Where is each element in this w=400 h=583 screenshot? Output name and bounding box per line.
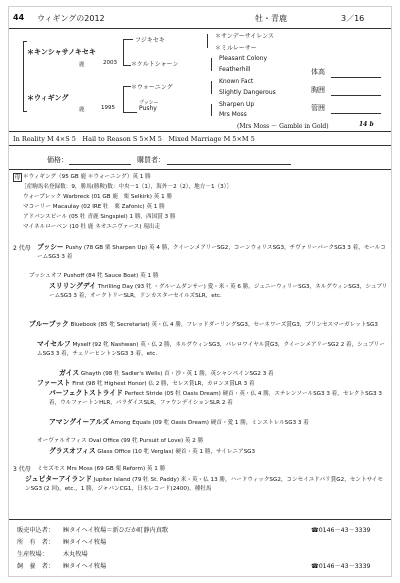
second-dam-line-8: アマングイーアルズ Among Equals (09 牝 Oasis Dream) 硬首・愛 1 勝，ミンストレルSG3 3 着 (49, 418, 309, 426)
third-dam-tag: 3 代母 (13, 466, 31, 473)
dam-record: ＊ウィギング（95 GB 鹿 ＊ウォーニング）英 1 勝 (23, 174, 151, 180)
dam-tag: 母 (14, 174, 21, 181)
girth-label: 胸囲 (311, 86, 325, 94)
inbreeding-line: In Reality M 4×S 5 Hail to Reason S 5×M 5 Mixed Marriage M 5×M 5 (13, 135, 255, 143)
dsss-name: Known Fact (219, 78, 254, 85)
second-dam-tag: 2 代母 (13, 245, 31, 252)
ddss-name: Sharpen Up (219, 101, 255, 108)
dam-offspring-4: マイネルローベン (10 牡 鹿 ネオユニヴァース) 現出走 (23, 224, 161, 230)
third-dam-line-0: ジュピターアイランド Jupiter Island (79 牡 St. Paddy) 米・英・仏 13 勝，ハードウィックSG2，コンセイユドパリ賞G2，セントサイモンSG3 (2 回)，etc.，1 勝，ジャパンCG1，日本レコード(2400)，種牡馬 (25, 475, 383, 493)
family-note: (Mrs Moss ～ Gamble in Gold) (237, 123, 329, 130)
dam-sire-name: ＊ウォーニング (131, 84, 173, 91)
girth-field[interactable] (331, 95, 381, 96)
ddsd-name: Mrs Moss (219, 111, 247, 118)
second-dam-line-9: オーヴァルオフィス Oval Office (99 牝 Pursuit of Love) 英 2 勝 (37, 438, 204, 444)
price-label: 価格： (47, 156, 68, 164)
owner-value: ㈱タイヘイ牧場 (63, 539, 107, 546)
dam-offspring-2: マコーリー Macaulay (02 IRE 牡 栗 Zafonic) 英 1 勝 (23, 204, 165, 210)
buyer-field[interactable] (167, 164, 291, 165)
bracket-dam (123, 86, 124, 112)
page-number: 3／16 (341, 14, 365, 23)
sire-color: 鹿 (79, 62, 85, 68)
consignor-phone: ☎0146－43－3339 (311, 527, 371, 534)
sire-year: 2003 (103, 60, 117, 66)
dam-offspring-1: ウォープレック Warbreck (01 GB 鹿 栗 Selkirk) 英 1 勝 (23, 194, 173, 200)
sdss-name: Pleasant Colony (219, 55, 268, 62)
lot-number: 44 (13, 13, 25, 22)
keeper-label: 飼 養 者： (17, 563, 55, 570)
owner-label: 所 有 者： (17, 539, 55, 546)
price-field[interactable] (69, 164, 131, 165)
second-dam-line-6: ファースト First (98 牝 Highest Honor) 仏 2 勝，セレス賞LR，カロンヌ賞LR 3 着 (37, 379, 255, 387)
ssss-name: ＊サンデーサイレンス (215, 33, 274, 40)
header-rule (9, 28, 392, 29)
second-dam-line-4: マイセルフ Myself (92 牝 Nashwan) 英・仏 2 勝，ネルグウィンSG3，パレロワイヤル賞G3，クイーンメアリーSG2 2 着，シュブリームSG3 3 着，チェリーヒントンSG3 3 着，etc. (37, 340, 385, 358)
dam-produce-summary: ［産駒馬名登録数：9，勝馬(勝鞍)数：中央－1（1），海外－2（2），地方－1（3）］ (21, 184, 233, 190)
sire-dam-name: ＊ケルトシャーン (131, 61, 179, 68)
family-number: 14 b (359, 121, 374, 128)
consignor-value: ㈱タイヘイ牧場＝新ひだか町静内真歌 (63, 527, 169, 534)
dam-color: 鹿 (79, 107, 85, 113)
sdsd-name: Featherhill (219, 66, 251, 73)
second-dam-line-5: ガイス Ghayth (98 牡 Sadler's Wells) 首・沙・英 1 勝，英シャンペインSG2 3 着 (59, 369, 274, 377)
dam-offspring-3: アドバンスピール (05 牡 青鹿 Singspiel) 1 勝，西国賞 3 勝 (23, 214, 176, 220)
second-dam-line-2: スリリングデイ Thrilling Day (93 牝 ・グルームダンサー) 愛・米・英 6 勝，ジェニーウィリーSG3，ネルグウィンSG3，シュブリームSG3 3 着，オークトリーSLR，ドンカスターセイルズSLR，etc. (49, 282, 388, 300)
dam-dam-kana: プッシー (139, 100, 159, 106)
bracket-sire (123, 39, 124, 65)
second-dam-line-1: プッシュオフ Pushoff (84 牝 Sauce Boat) 英 1 勝 (29, 273, 159, 279)
breeder-label: 生産牧場： (17, 551, 48, 558)
second-dam-line-3: ブルーブック Bluebook (85 牝 Secretariat) 英・仏 4 勝，フレッドダーリングSG3，セーネワーズ賞G3，プリンセスマーガレットSG3 (29, 320, 378, 328)
second-dam-line-0: プッシー Pushy (78 GB 栗 Sharpen Up) 英 4 勝，クイーンメアリーSG2，コーンウォリスSG3，チヴァリーパークSG3 3 着，モールコームSG3 3 着 (37, 243, 386, 261)
dam-year: 1995 (101, 105, 115, 111)
second-dam-line-7: パーフェクトストライド Perfect Stride (05 牡 Oasis Dream) 硬首・英・仏 4 勝，ステレンソールSG3 3 着，セレクトSG3 3 着，ウルファートンHLR，パラダイスSLR，ファウンデイションSLR 2 着 (49, 389, 382, 407)
bracket-main (23, 41, 24, 111)
sssd-name: ＊ミルレーサー (215, 45, 257, 52)
horse-title: ウィギングの2012 (37, 14, 105, 23)
dssd-name: Slightly Dangerous (219, 89, 276, 96)
breeder-value: 木丸牧場 (63, 551, 88, 558)
height-label: 体高 (311, 68, 325, 76)
second-dam-line-10: グラスオフィス Glass Office (10 牝 Verglas) 硬首・英 1 勝，サイレニアSG3 (49, 447, 256, 455)
sex-color: 牡・青鹿 (255, 14, 287, 23)
cannon-field[interactable] (331, 113, 381, 114)
height-field[interactable] (331, 77, 381, 78)
cannon-label: 管囲 (311, 104, 325, 112)
third-dam-record: ミセズモス Mrs Moss (69 GB 栗 Reform) 英 1 勝 (37, 466, 166, 472)
sire-name: ＊キンシャサノキセキ (27, 48, 96, 56)
consignor-label: 販売申込者： (17, 527, 55, 534)
dam-name: ＊ウィギング (27, 94, 69, 102)
sire-sire-name: フジキセキ (135, 37, 165, 44)
keeper-phone: ☎0146－43－3339 (311, 563, 371, 570)
catalog-page (8, 6, 392, 577)
buyer-label: 購買者： (137, 156, 165, 164)
dam-dam-name: Pushy (139, 105, 157, 112)
keeper-value: ㈱タイヘイ牧場 (63, 563, 107, 570)
